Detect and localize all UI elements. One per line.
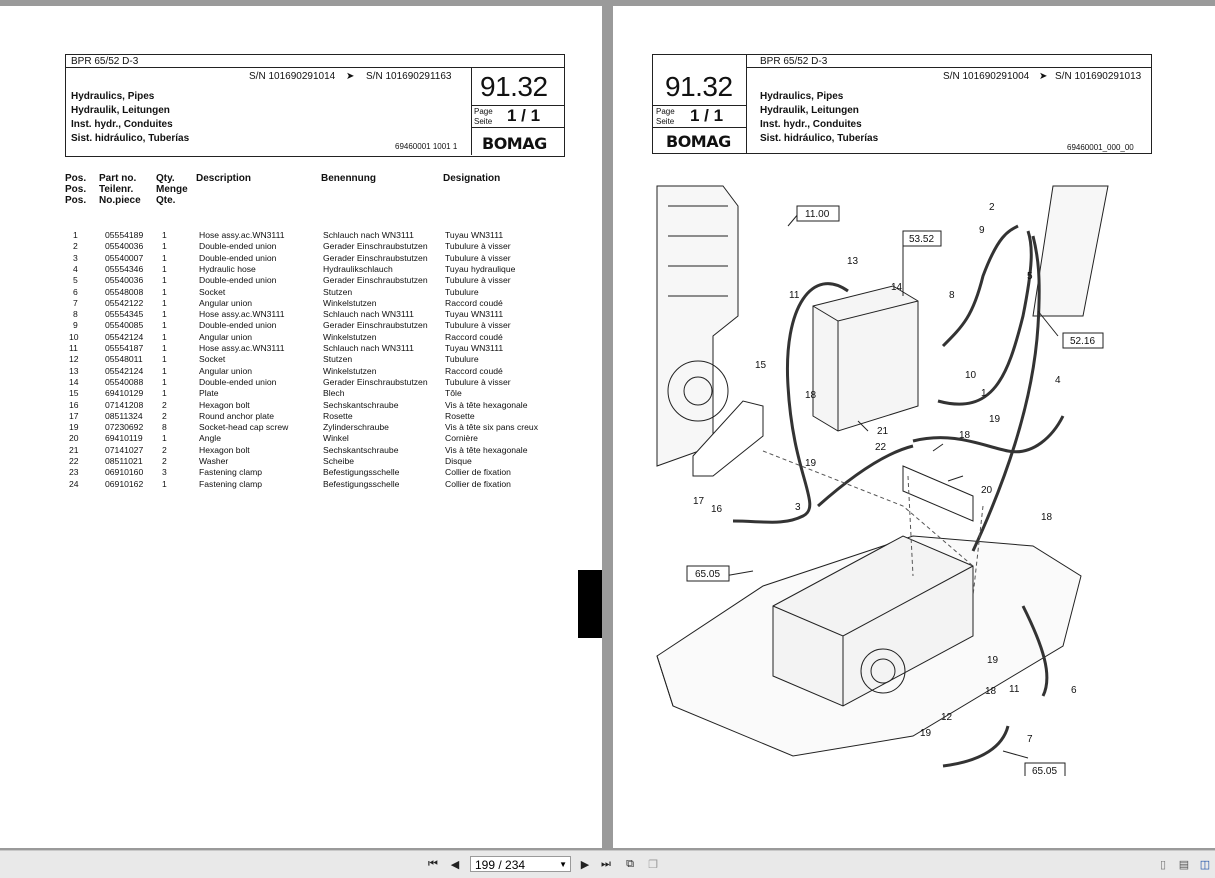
cell-desc: Hose assy.ac.WN3111 — [199, 230, 285, 240]
cell-desc: Double-ended union — [199, 320, 277, 331]
cell-ben: Befestigungsschelle — [323, 478, 400, 489]
ref-label: 65.05 — [1032, 766, 1058, 776]
section-tab-marker — [578, 570, 602, 638]
chevron-down-icon: ▼ — [559, 860, 567, 869]
seite-label: Seite — [656, 117, 675, 126]
cell-des: Raccord coudé — [445, 365, 503, 376]
cell-ben: Befestigungsschelle — [323, 467, 400, 478]
group-number: 91.32 — [480, 71, 548, 102]
table-row — [65, 354, 585, 365]
title-es: Sist. hidráulico, Tuberías — [71, 133, 190, 144]
callout-number: 19 — [987, 655, 999, 666]
page-of: 1 / 1 — [690, 106, 724, 125]
bomag-logo: BOMAG — [666, 132, 731, 151]
cell-qty: 2 — [162, 444, 167, 455]
callout-number: 22 — [875, 442, 887, 453]
table-row — [65, 445, 585, 456]
col-pos: Pos. Pos. Pos. — [65, 173, 87, 206]
title-en: Hydraulics, Pipes — [760, 91, 844, 102]
table-row — [65, 287, 585, 298]
table-row — [65, 479, 585, 490]
table-row — [65, 433, 585, 444]
cell-part: 05540036 — [105, 241, 144, 252]
cell-des: Tôle — [445, 388, 462, 399]
left-page — [0, 6, 602, 848]
cell-pos: 11 — [69, 343, 78, 353]
title-fr: Inst. hydr., Conduites — [71, 119, 173, 130]
cell-des: Tubulure — [445, 286, 479, 297]
cell-part: 07230692 — [105, 422, 144, 433]
cell-part: 06910160 — [105, 467, 144, 478]
two-page-icon[interactable]: ◫ — [1199, 858, 1211, 871]
cell-pos: 20 — [69, 433, 79, 444]
cell-pos: 21 — [69, 444, 79, 455]
table-row — [65, 411, 585, 422]
cell-qty: 1 — [162, 286, 167, 297]
cell-des: Rosette — [445, 410, 475, 421]
viewer-toolbar — [0, 850, 1215, 878]
cell-part: 08511324 — [105, 410, 143, 421]
cell-ben: Winkel — [323, 433, 349, 444]
cell-pos: 13 — [69, 365, 79, 376]
page-select[interactable] — [470, 856, 571, 872]
col-benennung: Benennung — [321, 173, 376, 184]
cell-pos: 16 — [69, 399, 79, 410]
copy-icon[interactable]: ❐ — [648, 858, 658, 871]
serial-from: S/N 101690291004 — [943, 71, 1030, 82]
serial-arrow-icon: ➤ — [346, 71, 355, 82]
table-row — [65, 320, 585, 331]
cell-des: Tuyau hydraulique — [445, 263, 516, 274]
cell-part: 05554187 — [105, 343, 144, 353]
cell-desc: Fastening clamp — [199, 478, 263, 489]
cell-des: Tubulure à visser — [445, 241, 511, 252]
cell-pos: 8 — [73, 309, 78, 320]
left-header-box — [65, 54, 565, 157]
cell-qty: 1 — [162, 365, 167, 376]
cell-desc: Double-ended union — [199, 241, 277, 252]
cell-part: 05540085 — [105, 320, 144, 331]
cell-part: 69410129 — [105, 388, 144, 399]
table-row — [65, 253, 585, 264]
cell-ben: Gerader Einschraubstutzen — [323, 320, 428, 331]
cell-pos: 24 — [69, 478, 79, 489]
cell-des: Vis à tête hexagonale — [445, 399, 528, 410]
ref-label: 11.00 — [805, 209, 830, 220]
table-row — [65, 264, 585, 275]
cell-ben: Gerader Einschraubstutzen — [323, 376, 428, 387]
cell-qty: 1 — [162, 230, 167, 240]
callout-number: 3 — [795, 502, 801, 513]
callout-number: 15 — [755, 360, 767, 371]
cell-ben: Scheibe — [323, 456, 355, 466]
first-page-icon[interactable]: ⏮ — [428, 857, 438, 870]
callout-number: 17 — [693, 496, 705, 507]
cell-des: Tubulure — [445, 354, 479, 365]
last-page-icon[interactable]: ⏭ — [601, 857, 611, 870]
cell-qty: 1 — [162, 263, 167, 274]
cell-pos: 12 — [69, 354, 79, 365]
cell-part: 07141027 — [105, 444, 144, 455]
sync-icon[interactable]: ⧉ — [626, 857, 634, 870]
cell-part: 05548008 — [105, 286, 144, 297]
page-of: 1 / 1 — [507, 106, 541, 125]
callout-number: 11 — [789, 290, 800, 301]
cell-ben: Gerader Einschraubstutzen — [323, 241, 428, 252]
cell-pos: 9 — [73, 320, 78, 331]
cell-pos: 4 — [73, 263, 78, 274]
callout-number: 2 — [989, 202, 995, 213]
cell-pos: 5 — [73, 275, 78, 286]
callout-number: 8 — [949, 290, 955, 301]
cell-pos: 17 — [69, 410, 79, 421]
cell-qty: 1 — [162, 241, 167, 252]
cell-des: Tubulure à visser — [445, 252, 511, 263]
cell-qty: 2 — [162, 410, 167, 421]
callout-number: 19 — [920, 728, 932, 739]
cell-pos: 14 — [69, 376, 79, 387]
cell-ben: Winkelstutzen — [323, 365, 377, 376]
cell-ben: Schlauch nach WN3111 — [323, 309, 414, 320]
cell-desc: Double-ended union — [199, 252, 277, 263]
table-row — [65, 309, 585, 320]
cell-qty: 1 — [162, 343, 167, 353]
cell-pos: 1 — [73, 230, 78, 240]
cell-pos: 2 — [73, 241, 78, 252]
serial-arrow-icon: ➤ — [1039, 71, 1048, 82]
cell-ben: Schlauch nach WN3111 — [323, 343, 414, 353]
col-description: Description — [196, 173, 252, 184]
col-designation: Designation — [443, 173, 501, 184]
doc-code: 69460001 1001 1 — [395, 142, 458, 151]
cell-pos: 23 — [69, 467, 79, 478]
table-row — [65, 456, 585, 467]
cell-des: Raccord coudé — [445, 331, 503, 342]
cell-qty: 1 — [162, 275, 167, 286]
cell-part: 05540007 — [105, 252, 144, 263]
cell-des: Disque — [445, 456, 472, 466]
cell-ben: Stutzen — [323, 286, 353, 297]
cell-part: 05554345 — [105, 309, 144, 320]
table-row — [65, 332, 585, 343]
callout-number: 19 — [805, 458, 817, 469]
callout-number: 16 — [711, 504, 723, 515]
page-display: 199 / 234 — [475, 858, 526, 872]
cell-des: Vis à tête hexagonale — [445, 444, 528, 455]
cell-part: 69410119 — [105, 433, 143, 444]
title-de: Hydraulik, Leitungen — [71, 105, 170, 116]
cell-des: Vis à tête six pans creux — [445, 422, 538, 433]
cell-qty: 1 — [162, 478, 167, 489]
cell-des: Tuyau WN3111 — [445, 230, 504, 240]
cell-ben: Schlauch nach WN3111 — [323, 230, 414, 240]
cell-desc: Angular union — [199, 297, 253, 308]
serial-to: S/N 101690291163 — [366, 71, 452, 82]
callout-number: 9 — [979, 225, 985, 236]
model-label: BPR 65/52 D-3 — [760, 56, 828, 67]
title-es: Sist. hidráulico, Tuberías — [760, 133, 879, 144]
cell-pos: 10 — [69, 331, 79, 342]
callout-number: 18 — [959, 430, 971, 441]
cell-qty: 3 — [162, 467, 167, 478]
cell-pos: 15 — [69, 388, 79, 399]
right-header-box — [652, 54, 1152, 154]
cell-des: Tubulure à visser — [445, 320, 511, 331]
cell-desc: Hexagon bolt — [199, 399, 250, 410]
cell-part: 06910162 — [105, 478, 144, 489]
cell-part: 05540036 — [105, 275, 144, 286]
ref-label: 52.16 — [1070, 336, 1096, 347]
table-row — [65, 241, 585, 252]
group-number: 91.32 — [665, 71, 733, 102]
callout-number: 21 — [877, 426, 889, 437]
cell-ben: Stutzen — [323, 354, 353, 365]
table-row — [65, 422, 585, 433]
cell-part: 08511021 — [105, 456, 143, 466]
single-page-icon[interactable]: ▯ — [1159, 858, 1167, 871]
cell-qty: 1 — [162, 297, 167, 308]
cell-desc: Angular union — [199, 331, 253, 342]
cell-desc: Round anchor plate — [199, 410, 275, 421]
cell-desc: Hydraulic hose — [199, 263, 256, 274]
callout-number: 18 — [985, 686, 997, 697]
bomag-logo: BOMAG — [482, 134, 547, 153]
cell-desc: Double-ended union — [199, 275, 277, 286]
cell-qty: 1 — [162, 433, 167, 444]
cell-desc: Fastening clamp — [199, 467, 263, 478]
cell-part: 05548011 — [105, 354, 143, 365]
cell-qty: 2 — [162, 456, 167, 466]
table-row — [65, 230, 585, 241]
seite-label: Seite — [474, 117, 493, 126]
cell-desc: Hose assy.ac.WN3111 — [199, 309, 285, 320]
col-qty: Qty. Menge Qte. — [156, 173, 188, 206]
table-row — [65, 343, 585, 354]
table-row — [65, 377, 585, 388]
table-row — [65, 467, 585, 478]
cell-desc: Socket-head cap screw — [199, 422, 289, 433]
cell-ben: Blech — [323, 388, 345, 399]
cell-desc: Hexagon bolt — [199, 444, 250, 455]
cell-des: Raccord coudé — [445, 297, 503, 308]
cell-des: Tuyau WN3111 — [445, 343, 504, 353]
cell-desc: Hose assy.ac.WN3111 — [199, 343, 285, 353]
callout-number: 5 — [1027, 271, 1033, 282]
cell-qty: 1 — [162, 309, 167, 320]
callout-number: 12 — [941, 712, 953, 723]
table-row — [65, 298, 585, 309]
cell-desc: Socket — [199, 354, 226, 365]
cell-ben: Gerader Einschraubstutzen — [323, 252, 428, 263]
exploded-view-diagram — [613, 176, 1215, 776]
callout-number: 11 — [1009, 684, 1020, 695]
cell-qty: 8 — [162, 422, 167, 433]
cell-ben: Sechskantschraube — [323, 444, 399, 455]
page-label: Page — [474, 107, 493, 116]
cell-des: Collier de fixation — [445, 467, 511, 478]
cell-ben: Winkelstutzen — [323, 297, 377, 308]
cell-part: 05554346 — [105, 263, 144, 274]
cell-desc: Socket — [199, 286, 226, 297]
cell-pos: 7 — [73, 297, 78, 308]
title-en: Hydraulics, Pipes — [71, 91, 155, 102]
serial-to: S/N 101690291013 — [1055, 71, 1142, 82]
callout-number: 18 — [805, 390, 817, 401]
table-row — [65, 388, 585, 399]
cell-part: 05542124 — [105, 365, 144, 376]
cell-part: 05540088 — [105, 376, 144, 387]
cell-qty: 1 — [162, 320, 167, 331]
title-fr: Inst. hydr., Conduites — [760, 119, 862, 130]
callout-number: 10 — [965, 370, 977, 381]
cell-part: 05542124 — [105, 331, 144, 342]
cell-des: Tuyau WN3111 — [445, 309, 504, 320]
col-part: Part no. Teilenr. No.piece — [99, 173, 141, 206]
cell-part: 05542122 — [105, 297, 144, 308]
cell-qty: 1 — [162, 354, 167, 365]
cell-desc: Angle — [199, 433, 221, 444]
title-de: Hydraulik, Leitungen — [760, 105, 859, 116]
model-label: BPR 65/52 D-3 — [71, 56, 139, 67]
page-label: Page — [656, 107, 675, 116]
callout-number: 20 — [981, 485, 993, 496]
cell-pos: 22 — [69, 456, 79, 466]
right-page — [613, 6, 1215, 848]
ref-label: 53.52 — [909, 234, 935, 245]
cell-ben: Zylinderschraube — [323, 422, 389, 433]
cell-ben: Hydraulikschlauch — [323, 263, 393, 274]
prev-page-icon[interactable]: ◀ — [450, 858, 460, 871]
cell-pos: 3 — [73, 252, 78, 263]
callout-number: 18 — [1041, 512, 1053, 523]
ref-label: 65.05 — [695, 569, 721, 580]
cell-qty: 1 — [162, 331, 167, 342]
callout-number: 14 — [891, 282, 903, 293]
serial-from: S/N 101690291014 — [249, 71, 336, 82]
cell-desc: Double-ended union — [199, 376, 277, 387]
callout-number: 1 — [981, 388, 987, 399]
cell-des: Tubulure à visser — [445, 376, 511, 387]
next-page-icon[interactable]: ▶ — [580, 858, 590, 871]
cell-qty: 1 — [162, 388, 167, 399]
cell-desc: Angular union — [199, 365, 253, 376]
cell-desc: Plate — [199, 388, 219, 399]
cell-pos: 19 — [69, 422, 79, 433]
cell-part: 07141208 — [105, 399, 144, 410]
callout-number: 6 — [1071, 685, 1077, 696]
table-row — [65, 366, 585, 377]
cell-des: Cornière — [445, 433, 478, 444]
table-row — [65, 400, 585, 411]
cell-pos: 6 — [73, 286, 78, 297]
cell-qty: 1 — [162, 252, 167, 263]
cell-qty: 2 — [162, 399, 167, 410]
cell-ben: Sechskantschraube — [323, 399, 399, 410]
cell-des: Collier de fixation — [445, 478, 511, 489]
cell-ben: Gerader Einschraubstutzen — [323, 275, 428, 286]
callout-number: 19 — [989, 414, 1001, 425]
cell-ben: Winkelstutzen — [323, 331, 377, 342]
cell-des: Tubulure à visser — [445, 275, 511, 286]
cell-desc: Washer — [199, 456, 229, 466]
cell-qty: 1 — [162, 376, 167, 387]
callout-number: 4 — [1055, 375, 1061, 386]
continuous-icon[interactable]: ▤ — [1178, 858, 1190, 871]
cell-part: 05554189 — [105, 230, 144, 240]
doc-code: 69460001_000_00 — [1067, 143, 1134, 152]
table-row — [65, 275, 585, 286]
callout-number: 7 — [1027, 734, 1033, 745]
callout-number: 13 — [847, 256, 859, 267]
cell-ben: Rosette — [323, 410, 353, 421]
